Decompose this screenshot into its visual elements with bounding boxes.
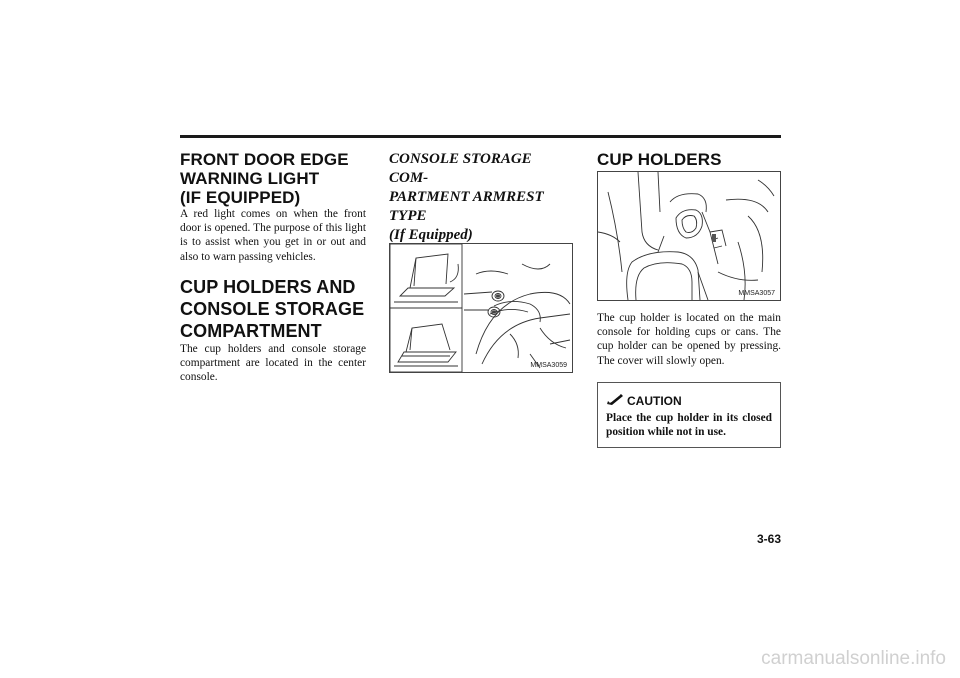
armrest-drawing	[390, 244, 572, 372]
cup-holders-console-paragraph: The cup holders and console storage compartment are located in the center console.	[180, 342, 366, 384]
armrest-illustration	[389, 243, 573, 373]
cup-holder-illustration	[597, 171, 781, 301]
caution-text: Place the cup holder in its closed position while not in use.	[606, 411, 772, 438]
caution-header	[606, 392, 772, 410]
front-door-warning-paragraph: A red light comes on when the front door is opened. The purpose of this light is to assist when you get in or out and also to warn passing vehicles.	[180, 208, 366, 263]
cup-holder-drawing	[598, 172, 780, 300]
figure-label-mmsa3057: MMSA3057	[738, 290, 775, 297]
left-column	[180, 150, 366, 384]
cup-holder-paragraph: The cup holder is located on the main console for holding cups or cans. The cup holder can be opened by pressing. The cover will slowly open.	[597, 312, 781, 367]
middle-column	[389, 150, 573, 373]
figure-label-mmsa3059: MMSA3059	[530, 362, 567, 369]
heading-front-door-edge-warning-light: FRONT DOOR EDGE WARNING LIGHT (IF EQUIPPED)	[180, 150, 349, 207]
heading-cup-holders-console-storage: CUP HOLDERS AND CONSOLE STORAGE COMPARTMENT	[180, 276, 365, 341]
caution-title: CAUTION	[627, 393, 682, 408]
header-rule	[180, 135, 781, 138]
watermark: carmanualsonline.info	[761, 648, 946, 669]
page-number: 3-63	[756, 532, 781, 546]
right-column	[597, 150, 781, 448]
caution-box	[597, 382, 781, 448]
heading-cup-holders: CUP HOLDERS	[597, 150, 722, 169]
pencil-caution-icon	[606, 392, 624, 410]
heading-console-armrest-type: CONSOLE STORAGE COM- PARTMENT ARMREST TYPE (If Equipped)	[389, 151, 544, 243]
